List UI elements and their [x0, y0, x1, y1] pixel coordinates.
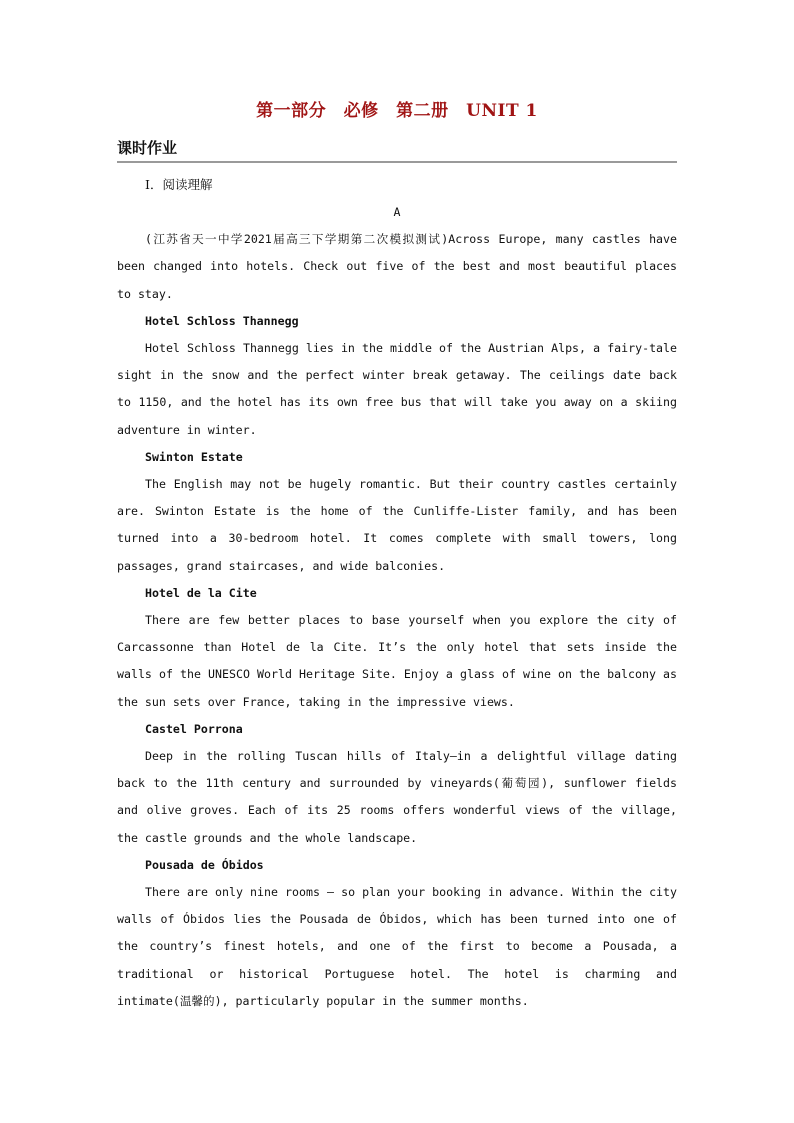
hotel-heading: Hotel de la Cite — [145, 585, 257, 600]
section-divider — [117, 161, 677, 163]
hotel-heading: Pousada de Óbidos — [145, 857, 264, 872]
hotel-heading: Swinton Estate — [145, 449, 243, 464]
page-title: 第一部分 必修 第二册 UNIT 1 — [256, 101, 538, 121]
passage-intro: (江苏省天一中学2021届高三下学期第二次模拟测试)Across Europe, many castles have been changed into hotels. Check out five of the best and most beautiful places to stay. — [117, 232, 677, 301]
hotel-paragraph: The English may not be hugely romantic. But their country castles certainly are. Swinton Estate is the home of the Cunliffe-Lister family, and has been turned into a 30-bedroom hotel. It comes complete with small towers, long passages, grand staircases, and wide balconies. — [117, 477, 677, 573]
hotel-heading: Hotel Schloss Thannegg — [145, 313, 299, 328]
hotel-paragraph: Hotel Schloss Thannegg lies in the middle of the Austrian Alps, a fairy-tale sight in the snow and the perfect winter break getaway. The ceilings date back to 1150, and the hotel has its own free bus that will take you away on a skiing adventure in winter. — [117, 341, 677, 437]
section-heading: 课时作业 — [117, 139, 178, 157]
hotel-paragraph: There are only nine rooms — so plan your booking in advance. Within the city walls of Óbidos lies the Pousada de Óbidos, which has been turned into one of the country’s finest hotels, and one of the first to become a Pousada, a traditional or historical Portuguese hotel. The hotel is charming and intimate(温馨的), particularly popular in the summer months. — [117, 885, 677, 1008]
part-heading: Ⅰ．阅读理解 — [145, 177, 213, 192]
hotel-heading: Castel Porrona — [145, 721, 243, 736]
passage-label: A — [393, 205, 401, 219]
hotel-paragraph: Deep in the rolling Tuscan hills of Italy—in a delightful village dating back to the 11th century and surrounded by vineyards(葡萄园), sunflower fields and olive groves. Each of its 25 rooms offers wonderful views of the village, the castle grounds and the whole landscape. — [117, 749, 677, 845]
passage — [117, 199, 677, 1015]
hotel-paragraph: There are few better places to base yourself when you explore the city of Carcassonne than Hotel de la Cite. It’s the only hotel that sets inside the walls of the UNESCO World Heritage Site. Enjoy a glass of wine on the balcony as the sun sets over France, taking in the impressive views. — [117, 613, 677, 709]
